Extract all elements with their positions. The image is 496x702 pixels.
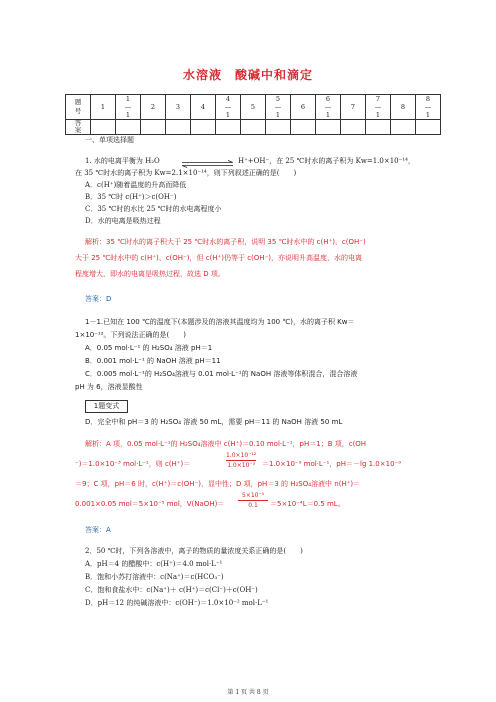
q1-answer: 答案：D [85, 295, 112, 303]
variant-badge: 1题变式 [85, 400, 128, 413]
answer-table [65, 94, 441, 135]
table-answer-cell[interactable] [391, 120, 416, 135]
q1-1-analysis-line2a: ⁻)＝1.0×10⁻³ mol·L⁻¹，则 c(H⁺)＝ [75, 460, 191, 468]
table-answer-cell[interactable] [91, 120, 116, 135]
q1-option-b: B．35 ℃时 c(H⁺)＞c(OH⁻) [85, 193, 177, 201]
table-question-number: 4 [191, 95, 216, 120]
q1-1-answer: 答案：A [85, 526, 111, 534]
q1-option-d: D．水的电离是吸热过程 [85, 217, 161, 225]
q1-1-analysis-line4b: ＝5×10⁻⁴L＝0.5 mL。 [270, 500, 345, 508]
table-question-number: 6—1 [316, 95, 341, 120]
table-question-number: 8—1 [416, 95, 441, 120]
table-answer-label: 答案 [66, 120, 91, 135]
table-question-number: 3 [166, 95, 191, 120]
q1-1-option-b: B．0.001 mol·L⁻¹ 的 NaOH 溶液 pH＝11 [85, 357, 221, 365]
q1-1-fraction-2: 5×10⁻⁵ 0.1 [238, 492, 268, 509]
q1-analysis-line2: 大于 25 ℃时水中的 c(H⁺)、c(OH⁻)，但 c(H⁺)仍等于 c(OH⁻)，亦说明升高温度，水的电离 [75, 254, 362, 262]
q1-stem-c: 在 35 ℃时水的离子积为 Kw=2.1×10⁻¹⁴，则下列叙述正确的是( ) [75, 169, 297, 177]
table-question-number: 2 [141, 95, 166, 120]
q1-analysis-line1: 解析：35 ℃时水的离子积大于 25 ℃时水的离子积，说明 35 ℃时水中的 c(H⁺)、c(OH⁻) [85, 238, 366, 246]
table-question-number: 7 [341, 95, 366, 120]
table-answer-cell[interactable] [341, 120, 366, 135]
page-title: 水溶液 酸碱中和滴定 [182, 68, 313, 82]
table-question-number: 5 [241, 95, 266, 120]
q2-option-c: C．饱和食盐水中：c(Na⁺)＋ c(H⁺)＝c(Cl⁻)＋c(OH⁻) [85, 586, 258, 594]
q2-option-b: B．饱和小苏打溶液中：c(Na⁺)＝c(HCO₃⁻) [85, 573, 224, 581]
table-question-number: 4—1 [216, 95, 241, 120]
table-answer-cell[interactable] [216, 120, 241, 135]
table-answer-cell[interactable] [316, 120, 341, 135]
q2-option-d: D．pH＝12 的纯碱溶液中：c(OH⁻)＝1.0×10⁻² mol·L⁻¹ [85, 599, 269, 607]
q1-1-fraction-1: 1.0×10⁻¹² 1.0×10⁻³ [226, 452, 257, 469]
table-question-number: 6 [291, 95, 316, 120]
q1-1-analysis-line2b: ＝1.0×10⁻⁹ mol·L⁻¹，pH＝－lg 1.0×10⁻⁹ [262, 460, 402, 468]
q1-1-analysis-line4a: 0.001×0.05 mol＝5×10⁻⁵ mol，V(NaOH)＝ [75, 500, 225, 508]
table-question-number: 7—1 [366, 95, 391, 120]
q2-option-a: A．pH＝4 的醋酸中：c(H⁺)＝4.0 mol·L⁻¹ [85, 560, 223, 568]
equilibrium-arrow-icon [180, 160, 236, 168]
q2-stem: 2．50 ℃时，下列各溶液中，离子的物质的量浓度关系正确的是( ) [85, 547, 303, 555]
section-heading: 一、单项选择题 [85, 136, 134, 144]
table-answer-cell[interactable] [366, 120, 391, 135]
q1-1-stem-line2: 1×10⁻¹²。下列说法正确的是( ) [75, 331, 186, 339]
q1-stem-a: 1. 水的电离平衡为 H₂O [85, 157, 160, 165]
table-answer-cell[interactable] [266, 120, 291, 135]
q1-analysis-line3: 程度增大，即水的电离是吸热过程，故选 D 项。 [75, 270, 225, 278]
q1-1-option-d: D．完全中和 pH＝3 的 H₂SO₄ 溶液 50 mL，需要 pH＝11 的 NaOH 溶液 50 mL [85, 418, 343, 426]
table-answer-cell[interactable] [416, 120, 441, 135]
table-answer-cell[interactable] [291, 120, 316, 135]
table-answer-cell[interactable] [166, 120, 191, 135]
table-question-number: 5—1 [266, 95, 291, 120]
q1-option-a: A．c(H⁺)随着温度的升高而降低 [85, 181, 187, 189]
q1-1-option-c-cont: pH 为 6，溶液显酸性 [75, 383, 143, 391]
table-answer-cell[interactable] [116, 120, 141, 135]
table-question-number: 1—1 [116, 95, 141, 120]
table-header-label: 题号 [66, 95, 91, 120]
q1-1-stem-line1: 1－1.已知在 100 ℃的温度下(本题涉及的溶液其温度均为 100 ℃)，水的离子积 Kw＝ [85, 318, 355, 326]
q1-1-analysis-line3: ＝9；C 项，pH＝6 时，c(H⁺)＝c(OH⁻)，显中性；D 项，pH＝3 的 H₂SO₄溶液中 n(H⁺)＝ [75, 480, 361, 488]
table-question-number: 1 [91, 95, 116, 120]
table-answer-cell[interactable] [141, 120, 166, 135]
table-question-number: 8 [391, 95, 416, 120]
table-answer-cell[interactable] [191, 120, 216, 135]
q1-1-analysis-line1: 解析：A 项，0.05 mol·L⁻¹的 H₂SO₄溶液中 c(H⁺)＝0.10 mol·L⁻¹，pH＝1；B 项，c(OH [85, 440, 367, 448]
q1-1-option-c: C．0.005 mol·L⁻¹的 H₂SO₄溶液与 0.01 mol·L⁻¹的 NaOH 溶液等体积混合，混合溶液 [85, 370, 358, 378]
q1-stem-b: H⁺+OH⁻，在 25 ℃时水的离子积为 Kw=1.0×10⁻¹⁴， [238, 157, 415, 165]
table-answer-cell[interactable] [241, 120, 266, 135]
q1-1-option-a: A．0.05 mol·L⁻¹ 的 H₂SO₄ 溶液 pH＝1 [85, 344, 213, 352]
q1-option-c: C．35 ℃时的水比 25 ℃时的水电离程度小 [85, 205, 222, 213]
page-footer: 第 1 页 共 8 页 [227, 689, 269, 696]
